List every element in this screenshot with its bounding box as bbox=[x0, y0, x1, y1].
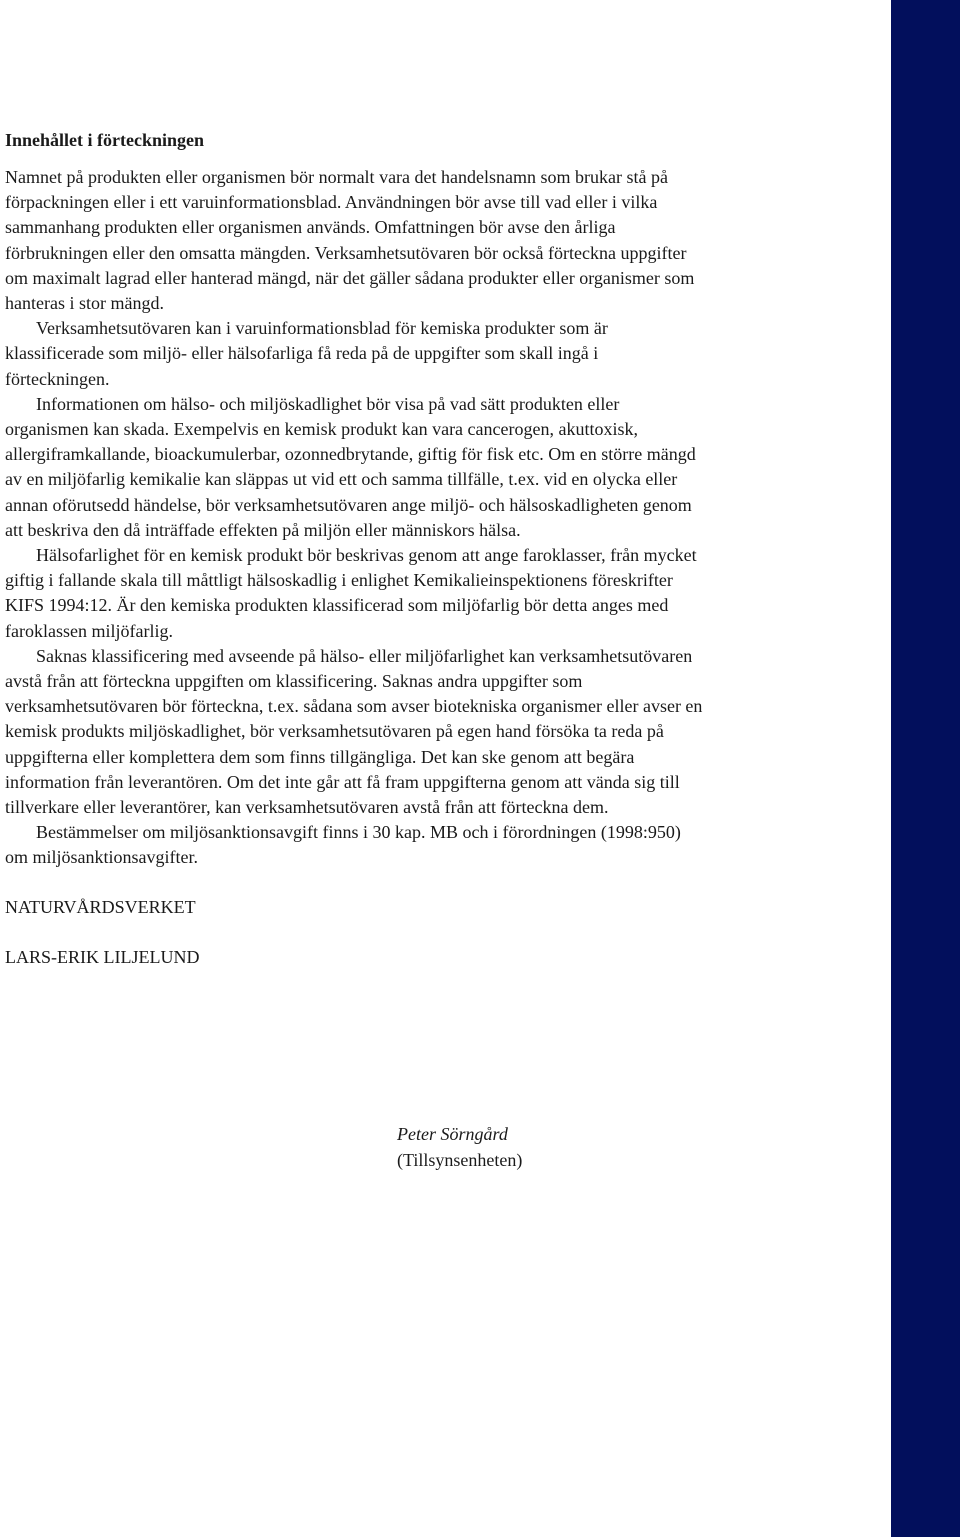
cosigner-name: Peter Sörngård bbox=[397, 1124, 508, 1144]
paragraph-4: Hälsofarlighet för en kemisk produkt bör beskrivas genom att ange faroklasser, från mycket giftig i fallande skala till måttligt hälsoskadlig i enlighet Kemikalieinspektionens föreskrifter KIFS 1994:12. Är den kemiska produkten klassificerad som miljöfarlig bör detta anges med faroklassen miljöfarlig. bbox=[5, 545, 697, 641]
paragraph-1: Namnet på produkten eller organismen bör normalt vara det handelsnamn som brukar stå på förpackningen eller i ett varuinformationsblad. Användningen bör avse till vad eller i vilka sammanhang produkten eller organismen används. Omfattningen bör avse den årliga förbrukningen eller den omsatta mängden. Verksamhetsutövaren bör också förteckna uppgifter om maximalt lagrad eller hanterad mängd, när det gäller sådana produkter eller organismer som hanteras i stor mängd. bbox=[5, 167, 695, 314]
organization-name: NATURVÅRDSVERKET bbox=[5, 896, 196, 917]
signatory-name: LARS-ERIK LILJELUND bbox=[5, 946, 200, 967]
paragraph-6: Bestämmelser om miljösanktionsavgift finns i 30 kap. MB och i förordningen (1998:950) om miljösanktionsavgifter. bbox=[5, 822, 681, 868]
paragraph-3: Informationen om hälso- och miljöskadlighet bör visa på vad sätt produkten eller organismen kan skada. Exempelvis en kemisk produkt kan vara cancerogen, akuttoxisk, allergiframkallande, bioackumulerbar, ozonnedbrytande, giftig för fisk etc. Om en större mängd av en miljöfarlig kemikalie kan släppas ut vid ett och samma tillfälle, t.ex. vid en olycka eller annan oförutsedd händelse, bör verksamhetsutövaren ange miljö- och hälsoskadligheten genom att beskriva den då inträffade effekten på miljön eller människors hälsa. bbox=[5, 393, 696, 540]
paragraph-5: Saknas klassificering med avseende på hälso- eller miljöfarlighet kan verksamhetsutövaren avstå från att förteckna uppgiften om klassificering. Saknas andra uppgifter som verksamhetsutövaren bör förteckna, t.ex. sådana som avser biotekniska organismer eller avser en kemisk produkts miljöskadlighet, bör verksamhetsutövaren på egen hand försöka ta reda på uppgifterna eller komplettera dem som finns tillgängliga. Det kan ske genom att begära information från leverantören. Om det inte går att få fram uppgifterna genom att vända sig till tillverkare eller leverantörer, kan verksamhetsutövaren avstå från att förteckna dem. bbox=[5, 645, 703, 818]
paragraph-2: Verksamhetsutövaren kan i varuinformationsblad för kemiska produkter som är klassificerade som miljö- eller hälsofarliga få reda på de uppgifter som skall ingå i förteckningen. bbox=[5, 318, 608, 389]
decorative-side-bar bbox=[891, 0, 960, 1537]
cosigner-unit: (Tillsynsenheten) bbox=[397, 1149, 523, 1170]
document-body bbox=[5, 128, 705, 970]
section-heading: Innehållet i förteckningen bbox=[5, 130, 205, 150]
cosigner-block bbox=[397, 1122, 522, 1173]
